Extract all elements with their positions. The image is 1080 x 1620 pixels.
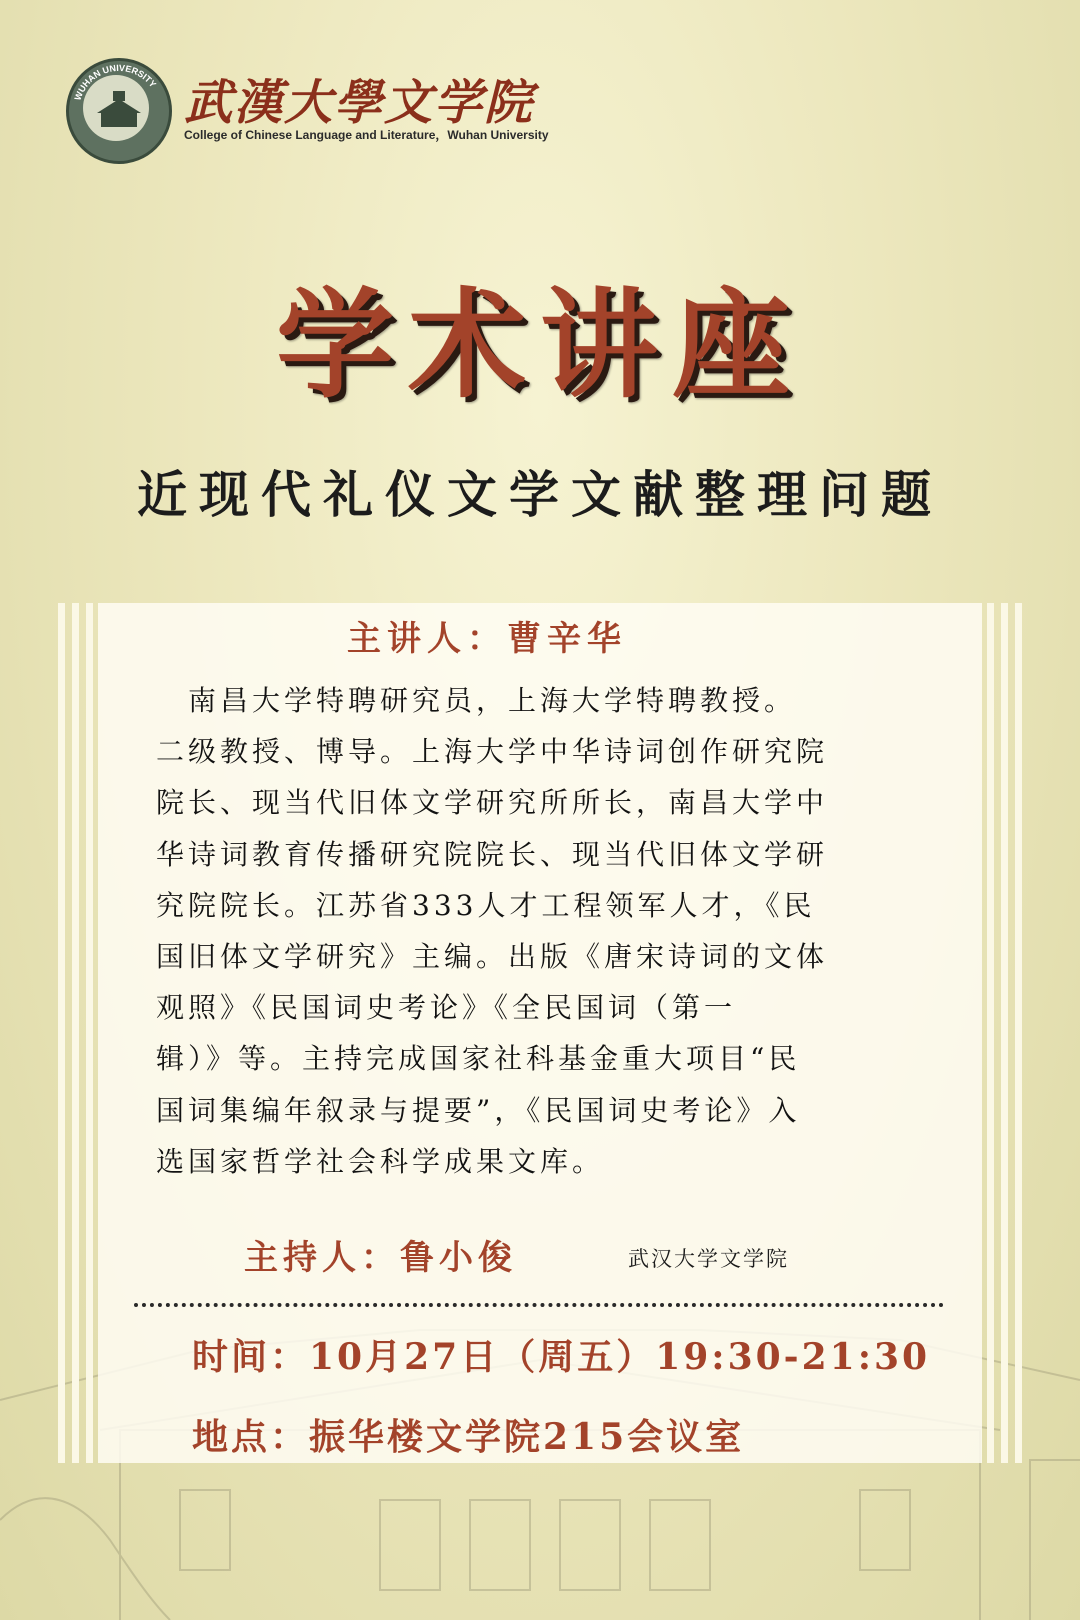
host-affiliation: 武汉大学文学院 [628,1247,789,1271]
seal-text: WUHAN UNIVERSITY [72,62,159,102]
divider [134,1303,944,1307]
bio-line: 华诗词教育传播研究院院长、现当代旧体文学研 [156,837,829,871]
bio-line: 南昌大学特聘研究员，上海大学特聘教授。 [156,684,797,717]
host-name: 主持人：鲁小俊 [244,1238,517,1278]
bio-line: 究院院长。江苏省333人才工程领军人才，《民 [156,888,816,922]
bio-line: 观照》《民国词史考论》《全民国词（第一 [156,991,737,1025]
bio-line: 选国家哲学社会科学成果文库。 [156,1144,605,1178]
speaker-bio [156,675,926,1187]
university-seal-icon [66,58,172,164]
lecture-time: 时间：10月27日（周五）19:30-21:30 [192,1336,931,1378]
bio-line: 国旧体文学研究》主编。出版《唐宋诗词的文体 [156,940,829,974]
lecture-topic: 近现代礼仪文学文献整理问题 [137,465,943,524]
poster-title: 学术讲座 [275,276,804,414]
speaker-name: 主讲人：曹辛华 [347,619,627,659]
bio-line: 国词集编年叙录与提要”，《民国词史考论》入 [156,1093,801,1127]
bio-line: 院长、现当代旧体文学研究所所长，南昌大学中 [156,786,829,820]
lecture-location: 地点：振华楼文学院215会议室 [192,1416,745,1458]
bio-line: 二级教授、博导。上海大学中华诗词创作研究院 [156,735,829,769]
college-name-en: College of Chinese Language and Literature，Wuhan University [184,128,549,142]
college-name-cn: 武漢大學文学院 [184,75,535,131]
bio-line: 辑）》等。主持完成国家社科基金重大项目“民 [156,1042,801,1076]
college-header [66,58,626,168]
